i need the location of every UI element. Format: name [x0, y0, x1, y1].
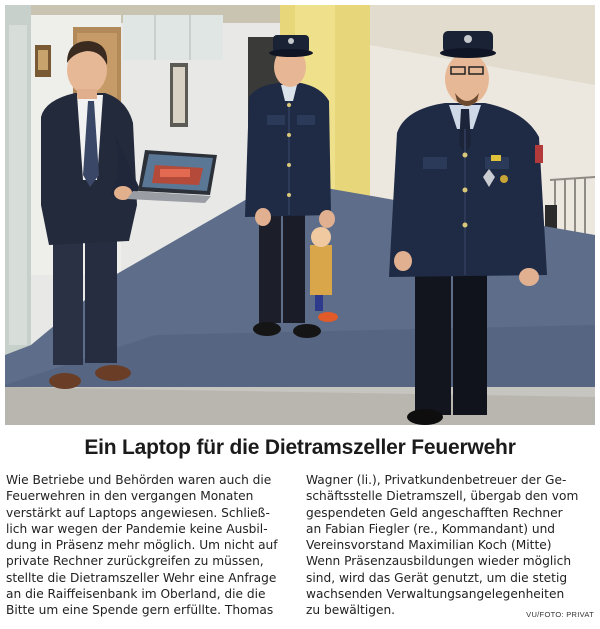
body-line: Wagner (li.), Privatkundenbetreuer der Ge-	[306, 473, 567, 487]
body-line: stellte die Dietramszeller Wehr eine Anfrage	[6, 570, 277, 585]
article-body-left-column	[6, 472, 293, 619]
body-line: verstärkt auf Laptops angewiesen. Schließ-	[6, 505, 270, 520]
body-line: private Rechner zurückgreifen zu müssen,	[6, 554, 264, 569]
body-line: Bitte um eine Spende gern erfüllte. Thomas	[6, 603, 274, 618]
body-line: an Fabian Fiegler (re., Kommandant) und	[306, 521, 556, 536]
body-line: dung in Präsenz mehr möglich. Um nicht auf	[6, 538, 278, 553]
body-line: Wenn Präsenzausbildungen wieder möglich	[306, 554, 572, 569]
body-line: Vereinsvorstand Maximilian Koch (Mitte)	[306, 538, 552, 553]
body-line: lich war wegen der Pandemie keine Ausbil-	[6, 521, 268, 536]
body-line: schäftsstelle Dietramszell, übergab den vom	[306, 489, 579, 504]
article-body-right-column	[306, 472, 596, 619]
body-line: gespendeten Geld angeschafften Rechner	[306, 505, 563, 520]
photo-credit: VU/FOTO: PRIVAT	[526, 610, 594, 619]
body-line: sind, wird das Gerät genutzt, um die stetig	[306, 570, 568, 585]
body-line: wachsenden Verwaltungsangelegenheiten	[306, 587, 565, 602]
photo-illustration	[5, 5, 595, 425]
body-line: Feuerwehren in den vergangen Monaten	[6, 489, 254, 504]
article-photo	[5, 5, 595, 425]
body-line: an die Raiffeisenbank im Oberland, die die	[6, 587, 266, 602]
body-line: zu bewältigen.	[306, 603, 396, 618]
article-headline: Ein Laptop für die Dietramszeller Feuerwehr	[84, 436, 516, 459]
body-line: Wie Betriebe und Behörden waren auch die	[6, 473, 272, 487]
